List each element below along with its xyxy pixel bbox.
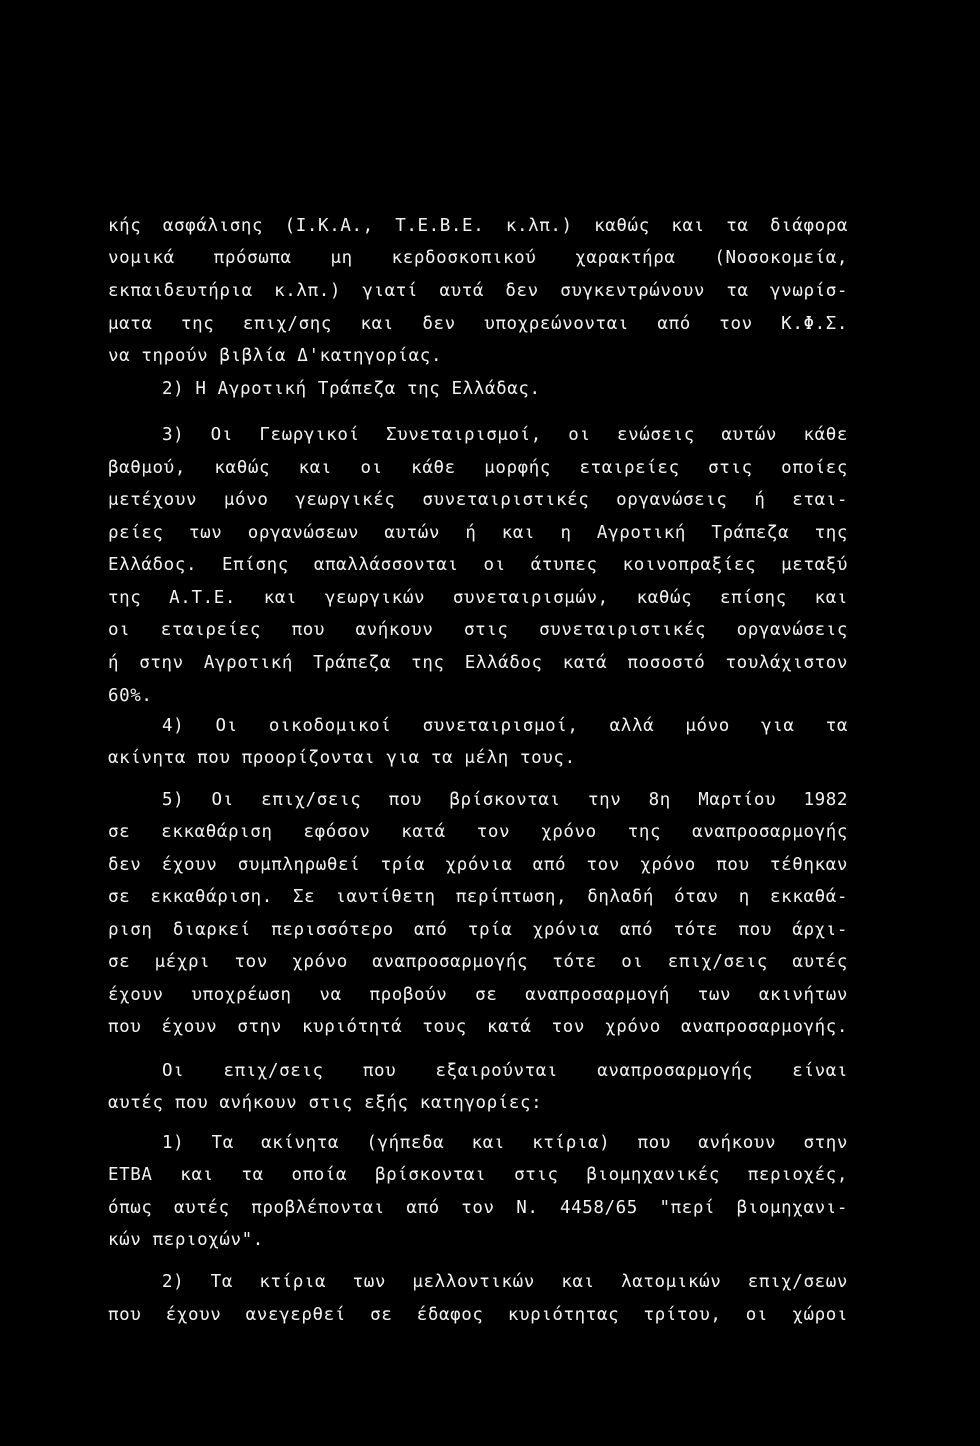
text-line: 4) Οι οικοδομικοί συνεταιρισμοί, αλλά μόνο για τα bbox=[162, 716, 848, 736]
text-line: σε μέχρι τον χρόνο αναπροσαρμογής τότε οι επιχ/σεις αυτές bbox=[108, 952, 848, 972]
text-line: ακίνητα που προορίζονται για τα μέλη τους. bbox=[108, 748, 576, 768]
text-line: ρείες των οργανώσεων αυτών ή και η Αγροτική Τράπεζα της bbox=[108, 523, 848, 543]
text-line: νομικά πρόσωπα μη κερδοσκοπικού χαρακτήρα (Νοσοκομεία, bbox=[108, 248, 848, 268]
text-line: μετέχουν μόνο γεωργικές συνεταιριστικές οργανώσεις ή εται- bbox=[108, 490, 848, 510]
text-line: να τηρούν βιβλία Δ'κατηγορίας. bbox=[108, 346, 443, 366]
text-line: 1) Τα ακίνητα (γήπεδα και κτίρια) που ανήκουν στην bbox=[162, 1133, 848, 1153]
text-line: δεν έχουν συμπληρωθεί τρία χρόνια από τον χρόνο που τέθηκαν bbox=[108, 855, 848, 875]
text-line: που έχουν ανεγερθεί σε έδαφος κυριότητας τρίτου, οι χώροι bbox=[108, 1305, 848, 1325]
text-line: ριση διαρκεί περισσότερο από τρία χρόνια από τότε που άρχι- bbox=[108, 920, 848, 940]
text-line: 5) Οι επιχ/σεις που βρίσκονται την 8η Μαρτίου 1982 bbox=[162, 790, 848, 810]
text-line: 60%. bbox=[108, 686, 153, 706]
list-item-heading: 2) Η Αγροτική Τράπεζα της Ελλάδας. bbox=[162, 379, 541, 399]
text-line: 2) Τα κτίρια των μελλοντικών και λατομικών επιχ/σεων bbox=[162, 1272, 848, 1292]
text-line: που έχουν στην κυριότητά τους κατά τον χρόνο αναπροσαρμογής. bbox=[108, 1017, 848, 1037]
text-line: της Α.Τ.Ε. και γεωργικών συνεταιρισμών, καθώς επίσης και bbox=[108, 588, 848, 608]
text-line: ματα της επιχ/σης και δεν υποχρεώνονται από τον Κ.Φ.Σ. bbox=[108, 314, 848, 334]
text-line: εκπαιδευτήρια κ.λπ.) γιατί αυτά δεν συγκεντρώνουν τα γνωρίσ- bbox=[108, 281, 848, 301]
text-line: βαθμού, καθώς και οι κάθε μορφής εταιρείες στις οποίες bbox=[108, 458, 848, 478]
text-line: όπως αυτές προβλέπονται από τον Ν. 4458/65 "περί βιομηχανι- bbox=[108, 1198, 848, 1218]
text-line: κών περιοχών". bbox=[108, 1230, 264, 1250]
text-line: ή στην Αγροτική Τράπεζα της Ελλάδος κατά ποσοστό τουλάχιστον bbox=[108, 653, 848, 673]
text-line: Ελλάδος. Επίσης απαλλάσσονται οι άτυπες κοινοπραξίες μεταξύ bbox=[108, 555, 848, 575]
text-line: Οι επιχ/σεις που εξαιρούνται αναπροσαρμογής είναι bbox=[162, 1061, 848, 1081]
text-line: αυτές που ανήκουν στις εξής κατηγορίες: bbox=[108, 1093, 543, 1113]
text-line: 3) Οι Γεωργικοί Συνεταιρισμοί, οι ενώσεις αυτών κάθε bbox=[162, 425, 848, 445]
text-line: σε εκκαθάριση. Σε ιαντίθετη περίπτωση, δηλαδή όταν η εκκαθά- bbox=[108, 887, 848, 907]
text-line: κής ασφάλισης (Ι.Κ.Α., Τ.Ε.Β.Ε. κ.λπ.) καθώς και τα διάφορα bbox=[108, 216, 848, 236]
text-line: οι εταιρείες που ανήκουν στις συνεταιριστικές οργανώσεις bbox=[108, 620, 848, 640]
text-line: έχουν υποχρέωση να προβούν σε αναπροσαρμογή των ακινήτων bbox=[108, 985, 848, 1005]
text-line: ΕΤΒΑ και τα οποία βρίσκονται στις βιομηχανικές περιοχές, bbox=[108, 1165, 848, 1185]
text-line: σε εκκαθάριση εφόσον κατά τον χρόνο της αναπροσαρμογής bbox=[108, 822, 848, 842]
